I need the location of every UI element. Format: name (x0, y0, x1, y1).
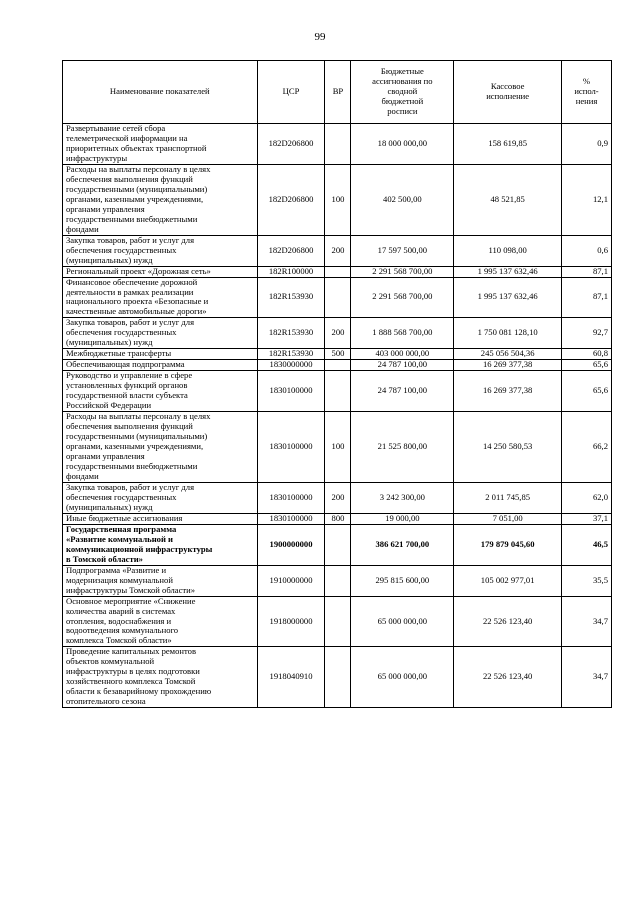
row-vr: 800 (325, 513, 351, 524)
row-cash: 1 995 137 632,46 (454, 266, 562, 277)
row-cash: 245 056 504,36 (454, 349, 562, 360)
row-budget: 2 291 568 700,00 (351, 266, 454, 277)
table-row (63, 513, 612, 524)
row-vr (325, 565, 351, 596)
row-csr: 1830100000 (257, 412, 325, 483)
row-name: Закупка товаров, работ и услуг для обеспечения государственных (муниципальных) нужд (63, 318, 258, 349)
row-name: Межбюджетные трансферты (63, 349, 258, 360)
row-name: Иные бюджетные ассигнования (63, 513, 258, 524)
row-budget: 1 888 568 700,00 (351, 318, 454, 349)
table-row (63, 371, 612, 412)
row-csr: 182D206800 (257, 124, 325, 165)
table-row (63, 360, 612, 371)
row-percent: 87,1 (562, 277, 612, 318)
header-percent: % испол- нения (562, 61, 612, 124)
table-header-row (63, 61, 612, 124)
row-vr (325, 124, 351, 165)
table-row (63, 266, 612, 277)
row-vr (325, 277, 351, 318)
row-percent: 0,9 (562, 124, 612, 165)
row-budget: 17 597 500,00 (351, 235, 454, 266)
row-percent: 87,1 (562, 266, 612, 277)
row-cash: 110 098,00 (454, 235, 562, 266)
row-cash: 14 250 580,53 (454, 412, 562, 483)
header-name: Наименование показателей (63, 61, 258, 124)
row-vr: 500 (325, 349, 351, 360)
row-percent: 46,5 (562, 524, 612, 565)
row-budget: 24 787 100,00 (351, 360, 454, 371)
row-percent: 37,1 (562, 513, 612, 524)
row-cash: 2 011 745,85 (454, 482, 562, 513)
row-budget: 19 000,00 (351, 513, 454, 524)
row-name: Закупка товаров, работ и услуг для обеспечения государственных (муниципальных) нужд (63, 482, 258, 513)
row-vr (325, 524, 351, 565)
row-budget: 2 291 568 700,00 (351, 277, 454, 318)
row-budget: 386 621 700,00 (351, 524, 454, 565)
row-name: Финансовое обеспечение дорожной деятельности в рамках реализации национального проекта «Безопасные и качественные автомобильные дороги» (63, 277, 258, 318)
row-csr: 182R100000 (257, 266, 325, 277)
row-cash: 179 879 045,60 (454, 524, 562, 565)
row-vr (325, 371, 351, 412)
row-csr: 1830100000 (257, 482, 325, 513)
row-name: Закупка товаров, работ и услуг для обеспечения государственных (муниципальных) нужд (63, 235, 258, 266)
row-cash: 16 269 377,38 (454, 360, 562, 371)
table-row (63, 349, 612, 360)
table-row (63, 412, 612, 483)
row-cash: 105 002 977,01 (454, 565, 562, 596)
row-vr: 200 (325, 318, 351, 349)
row-vr (325, 647, 351, 708)
row-percent: 34,7 (562, 596, 612, 647)
row-cash: 16 269 377,38 (454, 371, 562, 412)
table-row (63, 318, 612, 349)
row-name: Руководство и управление в сфере установленных функций органов государственной власти субъекта Российской Федерации (63, 371, 258, 412)
row-budget: 24 787 100,00 (351, 371, 454, 412)
row-csr: 1830100000 (257, 513, 325, 524)
row-vr: 100 (325, 412, 351, 483)
row-budget: 402 500,00 (351, 164, 454, 235)
row-percent: 34,7 (562, 647, 612, 708)
row-vr (325, 360, 351, 371)
row-budget: 65 000 000,00 (351, 647, 454, 708)
row-percent: 35,5 (562, 565, 612, 596)
row-budget: 3 242 300,00 (351, 482, 454, 513)
table-row (63, 124, 612, 165)
row-csr: 1918040910 (257, 647, 325, 708)
row-vr (325, 596, 351, 647)
header-budget: Бюджетные ассигнования по сводной бюджетной росписи (351, 61, 454, 124)
row-vr: 200 (325, 482, 351, 513)
row-vr (325, 266, 351, 277)
table-row (63, 647, 612, 708)
row-name: Обеспечивающая подпрограмма (63, 360, 258, 371)
row-csr: 1830100000 (257, 371, 325, 412)
row-budget: 295 815 600,00 (351, 565, 454, 596)
row-budget: 18 000 000,00 (351, 124, 454, 165)
row-csr: 182D206800 (257, 164, 325, 235)
row-csr: 182R153930 (257, 318, 325, 349)
row-percent: 60,8 (562, 349, 612, 360)
row-cash: 22 526 123,40 (454, 596, 562, 647)
header-csr: ЦСР (257, 61, 325, 124)
row-percent: 0,6 (562, 235, 612, 266)
row-csr: 1830000000 (257, 360, 325, 371)
table-row (63, 524, 612, 565)
row-percent: 62,0 (562, 482, 612, 513)
row-percent: 65,6 (562, 371, 612, 412)
header-vr: ВР (325, 61, 351, 124)
table-row (63, 596, 612, 647)
table-row (63, 565, 612, 596)
header-cash: Кассовое исполнение (454, 61, 562, 124)
row-percent: 65,6 (562, 360, 612, 371)
row-name: Основное мероприятие «Снижение количества аварий в системах отопления, водоснабжения и водоотведения коммунального комплекса Томской области» (63, 596, 258, 647)
row-cash: 22 526 123,40 (454, 647, 562, 708)
row-csr: 1918000000 (257, 596, 325, 647)
row-cash: 1 995 137 632,46 (454, 277, 562, 318)
row-cash: 7 051,00 (454, 513, 562, 524)
row-name: Подпрограмма «Развитие и модернизация коммунальной инфраструктуры Томской области» (63, 565, 258, 596)
table-row (63, 164, 612, 235)
row-vr: 100 (325, 164, 351, 235)
row-csr: 182D206800 (257, 235, 325, 266)
budget-table (62, 60, 612, 708)
table-row (63, 235, 612, 266)
row-name: Региональный проект «Дорожная сеть» (63, 266, 258, 277)
row-csr: 182R153930 (257, 277, 325, 318)
table-row (63, 277, 612, 318)
row-name: Расходы на выплаты персоналу в целях обеспечения выполнения функций государственными (муниципальными) органами, казенными учреждениями, органами управления государственными внебюджетными фондами (63, 164, 258, 235)
row-percent: 12,1 (562, 164, 612, 235)
row-csr: 1900000000 (257, 524, 325, 565)
row-csr: 1910000000 (257, 565, 325, 596)
table-body (63, 124, 612, 708)
row-name: Развертывание сетей сбора телеметрической информации на приоритетных объектах транспортной инфраструктуры (63, 124, 258, 165)
row-budget: 403 000 000,00 (351, 349, 454, 360)
row-percent: 92,7 (562, 318, 612, 349)
row-cash: 48 521,85 (454, 164, 562, 235)
table-row (63, 482, 612, 513)
row-budget: 65 000 000,00 (351, 596, 454, 647)
row-cash: 158 619,85 (454, 124, 562, 165)
page-number: 99 (314, 31, 326, 43)
row-vr: 200 (325, 235, 351, 266)
row-budget: 21 525 800,00 (351, 412, 454, 483)
row-name: Расходы на выплаты персоналу в целях обеспечения выполнения функций государственными (муниципальными) органами, казенными учреждениями, органами управления государственными внебюджетными фондами (63, 412, 258, 483)
row-name: Проведение капитальных ремонтов объектов коммунальной инфраструктуры в целях подготовки хозяйственного комплекса Томской области к безаварийному прохождению отопительного сезона (63, 647, 258, 708)
row-name: Государственная программа «Развитие коммунальной и коммуникационной инфраструктуры в Томской области» (63, 524, 258, 565)
row-csr: 182R153930 (257, 349, 325, 360)
row-percent: 66,2 (562, 412, 612, 483)
row-cash: 1 750 081 128,10 (454, 318, 562, 349)
